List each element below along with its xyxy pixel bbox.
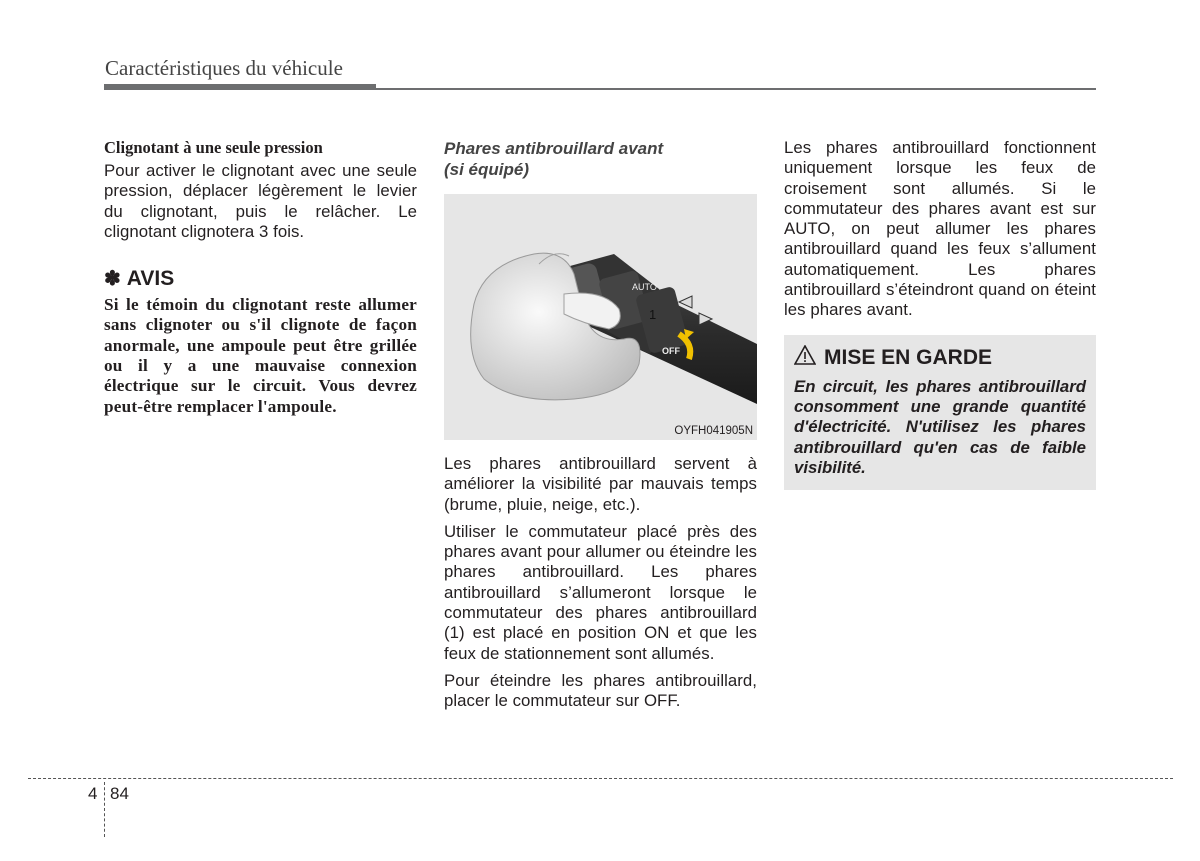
fog-light-switch-figure <box>444 194 757 440</box>
fog-lights-paragraph-1: Les phares antibrouillard servent à améliorer la visibilité par mauvais temps (brume, pluie, neige, etc.). <box>444 454 757 514</box>
warning-triangle-icon <box>794 345 816 371</box>
column-2 <box>444 138 757 712</box>
section-title-fog-lights: Phares antibrouillard avant <box>444 139 664 158</box>
warning-box <box>784 335 1096 490</box>
notice-text: Si le témoin du clignotant reste allumer sans clignoter ou s'il clignote de façon anormale, une ampoule peut être grillée ou il y a une mauvaise connexion électrique sur le circuit. Vous devrez peut-être remplacer l'ampoule. <box>104 295 417 416</box>
header-rule <box>104 88 1096 90</box>
switch-number-label: 1 <box>649 307 657 322</box>
subtitle-one-touch-signal: Clignotant à une seule pression <box>104 138 323 157</box>
footer-vertical-dashed-rule <box>104 782 105 837</box>
chapter-number: 4 <box>88 784 98 803</box>
hand-lever-illustration <box>444 194 757 440</box>
notice-heading <box>104 266 417 291</box>
fog-lights-operation-paragraph: Les phares antibrouillard fonctionnent uniquement lorsque les feux de croisement sont allumés. Si le commutateur des phares avant est sur AUTO, on peut allumer les phares antibrouillard quand les feux s’allument automatiquement. Les phares antibrouillard s’éteindront quand on éteint les phares avant. <box>784 138 1096 320</box>
page-number: 84 <box>110 784 129 803</box>
auto-label: AUTO <box>632 282 657 292</box>
one-touch-signal-paragraph: Pour activer le clignotant avec une seule pression, déplacer légèrement le levier du clignotant, puis le relâcher. Le clignotant clignotera 3 fois. <box>104 161 417 241</box>
warning-heading-label: MISE EN GARDE <box>824 345 993 369</box>
column-3 <box>784 138 1096 490</box>
off-label: OFF <box>662 346 680 356</box>
header-title: Caractéristiques du véhicule <box>105 56 343 80</box>
warning-heading <box>794 345 1086 371</box>
warning-text: En circuit, les phares antibrouillard consomment une grande quantité d'électricité. N'utilisez les phares antibrouillard qu'en cas de faible visibilité. <box>794 376 1086 477</box>
figure-caption: OYFH041905N <box>674 425 753 437</box>
notice-heading-label: AVIS <box>126 266 175 290</box>
column-1 <box>104 138 417 417</box>
fog-lights-paragraph-3: Pour éteindre les phares antibrouillard, placer le commutateur sur OFF. <box>444 670 757 711</box>
section-title-if-equipped: (si équipé) <box>444 160 530 179</box>
footer-dashed-rule <box>28 778 1173 779</box>
asterisk-icon: ✽ <box>104 268 121 291</box>
fog-lights-paragraph-2: Utiliser le commutateur placé près des phares avant pour allumer ou éteindre les phares antibrouillard. Les phares antibrouillard s’allumeront lorsque le commutateur des phares antibrouillard (1) est placé en position ON et que les feux de stationnement sont allumés. <box>444 521 757 663</box>
